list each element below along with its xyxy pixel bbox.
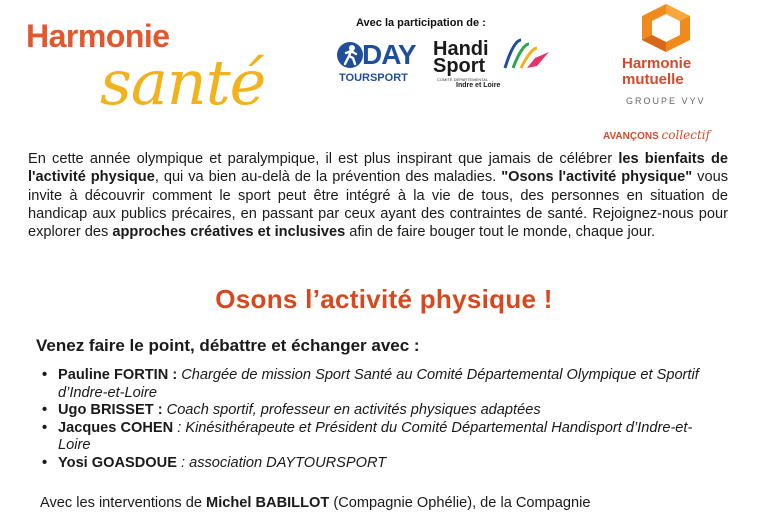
speaker-role: : Kinésithérapeute et Président du Comité Départemental Handisport d’Indre-et-Loire [58,419,693,453]
tagline-bold: AVANÇONS [603,131,659,142]
hexagon-icon [638,2,694,54]
daytoursport-logo-title: DAY [362,39,416,70]
handisport-logo-line1: Handi [433,38,489,60]
intro-paragraph [28,150,728,241]
handisport-logo [433,38,551,90]
harmonie-sante-logo-word2: santé [100,46,266,119]
harmonie-mutuelle-logo [612,0,722,110]
handisport-logo-mini: COMITÉ DÉPARTEMENTAL [437,77,489,82]
speaker-role: : association DAYTOURSPORT [176,454,387,471]
daytoursport-logo-subtitle: TOURSPORT [339,72,408,84]
handisport-logo-subtitle: Indre et Loire [456,82,501,89]
intro-bold-3: approches créatives et inclusives [112,224,346,241]
handisport-logo-line2: Sport [433,55,486,77]
intro-text-2: , qui va bien au-delà de la prévention des maladies. [154,169,502,186]
speaker-name: Ugo BRISSET : [58,402,163,418]
speaker-item [42,420,702,455]
tagline-script: collectif [661,128,711,142]
harmonie-mutuelle-logo-groupe: GROUPE VYV [626,96,706,106]
harmonie-mutuelle-logo-line1: Harmonie [622,55,692,72]
intro-text-4: afin de faire bouger tout le monde, chaque jour. [345,224,656,241]
speaker-item [42,455,702,473]
speaker-name: Yosi GOASDOUE [58,454,177,471]
bullet: • [42,402,48,418]
daytoursport-logo [337,39,423,88]
intro-text-3: vous invite à découvrir comment le sport peut être intégré à la vie de tous, des personnes en situation de handicap aux publics précaires, en passant par ceux ayant des contraintes de santé. Rejoignez-nous pour explorer des [28,169,729,241]
bullet: • [42,454,48,471]
intro-text-1: En cette année olympique et paralympique, il est plus inspirant que jamais de célébrer [28,151,619,167]
speaker-item [42,367,702,402]
speaker-name: Pauline FORTIN : [58,367,178,383]
interventions-paragraph [40,494,740,512]
intro-bold-1: les bienfaits de l'activité physique [28,151,728,186]
tagline [603,128,710,142]
participation-label: Avec la participation de : [356,17,486,29]
handisport-swoosh-icon [501,38,551,72]
interventions-bold: Michel BABILLOT [206,495,330,511]
speakers-heading: Venez faire le point, débattre et échanger avec : [36,336,420,355]
speaker-item [42,402,702,420]
bullet: • [42,367,48,383]
harmonie-mutuelle-logo-line2: mutuelle [622,71,684,88]
speakers-list [42,367,702,472]
interventions-text-1: Avec les interventions de [40,495,207,511]
speaker-name: Jacques COHEN [58,419,174,436]
speaker-role: Coach sportif, professeur en activités physiques adaptées [162,402,541,418]
intro-bold-2: "Osons l'activité physique" [501,169,693,186]
bullet: • [42,419,48,436]
runner-icon [337,42,363,68]
speaker-role: Chargée de mission Sport Santé au Comité Départemental Olympique et Sportif d’Indre-et-Loire [58,367,699,401]
harmonie-sante-logo-word1: Harmonie [26,18,170,54]
harmonie-sante-logo [26,10,271,120]
interventions-text-2: (Compagnie Ophélie), de la Compagnie [329,495,591,511]
headline: Osons l’activité physique ! [215,284,553,314]
